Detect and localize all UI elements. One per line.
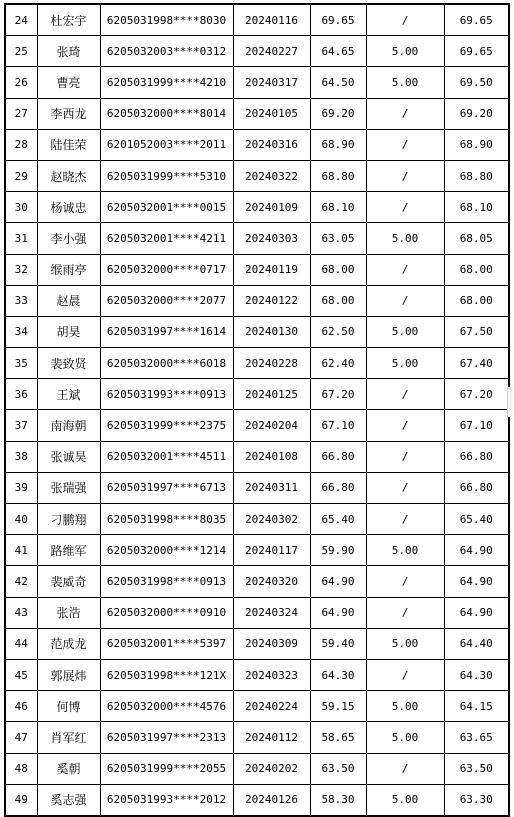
cell-date: 20240320 — [233, 566, 310, 597]
cell-bonus: 5.00 — [366, 535, 444, 566]
cell-bonus: / — [366, 659, 444, 690]
cell-date: 20240108 — [233, 441, 310, 472]
table-row — [5, 129, 509, 160]
cell-id-number: 6205032000****0910 — [100, 597, 233, 628]
cell-total: 68.05 — [444, 223, 509, 254]
cell-rank: 30 — [5, 192, 37, 223]
cell-total: 64.40 — [444, 628, 509, 659]
cell-name: 郭展炜 — [37, 659, 100, 690]
score-table — [4, 3, 510, 817]
cell-date: 20240316 — [233, 129, 310, 160]
cell-date: 20240116 — [233, 4, 310, 36]
cell-bonus: 5.00 — [366, 784, 444, 816]
cell-total: 67.50 — [444, 316, 509, 347]
cell-total: 68.90 — [444, 129, 509, 160]
cell-bonus: / — [366, 129, 444, 160]
cell-bonus: / — [366, 410, 444, 441]
table-row — [5, 691, 509, 722]
cell-total: 67.20 — [444, 379, 509, 410]
cell-rank: 44 — [5, 628, 37, 659]
cell-score: 64.90 — [310, 597, 366, 628]
cell-bonus: / — [366, 4, 444, 36]
scrollbar-fragment[interactable] — [507, 387, 513, 417]
cell-score: 62.40 — [310, 348, 366, 379]
cell-name: 杨诚忠 — [37, 192, 100, 223]
table-row — [5, 67, 509, 98]
cell-score: 64.30 — [310, 659, 366, 690]
cell-total: 65.40 — [444, 504, 509, 535]
cell-name: 奚朝 — [37, 753, 100, 784]
cell-date: 20240125 — [233, 379, 310, 410]
cell-id-number: 6205031993****0913 — [100, 379, 233, 410]
cell-id-number: 6205032000****4576 — [100, 691, 233, 722]
cell-rank: 27 — [5, 98, 37, 129]
cell-bonus: 5.00 — [366, 348, 444, 379]
cell-date: 20240323 — [233, 659, 310, 690]
cell-bonus: / — [366, 566, 444, 597]
cell-name: 张瑞强 — [37, 472, 100, 503]
cell-name: 胡昊 — [37, 316, 100, 347]
cell-bonus: 5.00 — [366, 36, 444, 67]
table-row — [5, 192, 509, 223]
table-row — [5, 316, 509, 347]
cell-rank: 26 — [5, 67, 37, 98]
cell-total: 67.40 — [444, 348, 509, 379]
cell-bonus: / — [366, 285, 444, 316]
cell-total: 64.15 — [444, 691, 509, 722]
cell-id-number: 6205032000****0717 — [100, 254, 233, 285]
cell-score: 65.40 — [310, 504, 366, 535]
cell-bonus: / — [366, 441, 444, 472]
cell-name: 裴致贤 — [37, 348, 100, 379]
table-row — [5, 223, 509, 254]
table-row — [5, 535, 509, 566]
cell-score: 68.10 — [310, 192, 366, 223]
cell-date: 20240309 — [233, 628, 310, 659]
table-row — [5, 98, 509, 129]
cell-name: 何博 — [37, 691, 100, 722]
table-row — [5, 784, 509, 816]
score-sheet — [4, 3, 510, 817]
cell-score: 69.20 — [310, 98, 366, 129]
table-row — [5, 160, 509, 191]
cell-id-number: 6205032001****0015 — [100, 192, 233, 223]
cell-name: 李小强 — [37, 223, 100, 254]
cell-rank: 32 — [5, 254, 37, 285]
cell-bonus: / — [366, 254, 444, 285]
cell-total: 63.30 — [444, 784, 509, 816]
table-row — [5, 441, 509, 472]
cell-rank: 43 — [5, 597, 37, 628]
cell-rank: 46 — [5, 691, 37, 722]
table-row — [5, 722, 509, 753]
cell-name: 刁鹏翔 — [37, 504, 100, 535]
cell-score: 66.80 — [310, 472, 366, 503]
cell-score: 69.65 — [310, 4, 366, 36]
table-row — [5, 566, 509, 597]
table-row — [5, 628, 509, 659]
table-row — [5, 597, 509, 628]
cell-bonus: 5.00 — [366, 722, 444, 753]
cell-bonus: / — [366, 753, 444, 784]
cell-total: 66.80 — [444, 441, 509, 472]
cell-total: 66.80 — [444, 472, 509, 503]
cell-total: 68.00 — [444, 285, 509, 316]
cell-rank: 35 — [5, 348, 37, 379]
cell-bonus: 5.00 — [366, 691, 444, 722]
table-row — [5, 379, 509, 410]
cell-name: 裴威奇 — [37, 566, 100, 597]
cell-score: 63.50 — [310, 753, 366, 784]
cell-total: 63.50 — [444, 753, 509, 784]
table-row — [5, 659, 509, 690]
cell-id-number: 6205032001****4211 — [100, 223, 233, 254]
cell-id-number: 6205031993****2012 — [100, 784, 233, 816]
cell-id-number: 6205032003****0312 — [100, 36, 233, 67]
cell-date: 20240130 — [233, 316, 310, 347]
table-row — [5, 753, 509, 784]
cell-rank: 37 — [5, 410, 37, 441]
cell-bonus: 5.00 — [366, 316, 444, 347]
cell-name: 曹亮 — [37, 67, 100, 98]
cell-rank: 49 — [5, 784, 37, 816]
cell-bonus: / — [366, 379, 444, 410]
cell-name: 张浩 — [37, 597, 100, 628]
cell-score: 67.20 — [310, 379, 366, 410]
cell-rank: 31 — [5, 223, 37, 254]
cell-rank: 34 — [5, 316, 37, 347]
cell-rank: 40 — [5, 504, 37, 535]
cell-date: 20240224 — [233, 691, 310, 722]
cell-date: 20240322 — [233, 160, 310, 191]
cell-name: 张诚昊 — [37, 441, 100, 472]
table-row — [5, 472, 509, 503]
cell-name: 王斌 — [37, 379, 100, 410]
cell-date: 20240303 — [233, 223, 310, 254]
cell-name: 路维军 — [37, 535, 100, 566]
cell-bonus: / — [366, 192, 444, 223]
cell-id-number: 6205031999****5310 — [100, 160, 233, 191]
cell-date: 20240228 — [233, 348, 310, 379]
cell-date: 20240204 — [233, 410, 310, 441]
cell-score: 59.15 — [310, 691, 366, 722]
cell-total: 64.30 — [444, 659, 509, 690]
cell-name: 奚志强 — [37, 784, 100, 816]
cell-total: 64.90 — [444, 535, 509, 566]
cell-date: 20240105 — [233, 98, 310, 129]
cell-total: 63.65 — [444, 722, 509, 753]
cell-date: 20240112 — [233, 722, 310, 753]
table-row — [5, 504, 509, 535]
cell-bonus: / — [366, 98, 444, 129]
cell-total: 68.10 — [444, 192, 509, 223]
cell-score: 64.65 — [310, 36, 366, 67]
cell-rank: 24 — [5, 4, 37, 36]
cell-rank: 28 — [5, 129, 37, 160]
cell-total: 69.20 — [444, 98, 509, 129]
cell-date: 20240122 — [233, 285, 310, 316]
cell-bonus: / — [366, 504, 444, 535]
cell-name: 赵晓杰 — [37, 160, 100, 191]
cell-id-number: 6205031999****2055 — [100, 753, 233, 784]
cell-rank: 41 — [5, 535, 37, 566]
cell-id-number: 6205032001****4511 — [100, 441, 233, 472]
cell-id-number: 6205031998****8030 — [100, 4, 233, 36]
cell-rank: 38 — [5, 441, 37, 472]
cell-name: 范成龙 — [37, 628, 100, 659]
table-row — [5, 410, 509, 441]
cell-score: 63.05 — [310, 223, 366, 254]
cell-id-number: 6205031998****8035 — [100, 504, 233, 535]
cell-id-number: 6205031998****121X — [100, 659, 233, 690]
table-row — [5, 285, 509, 316]
cell-rank: 29 — [5, 160, 37, 191]
cell-id-number: 6205032000****8014 — [100, 98, 233, 129]
cell-rank: 48 — [5, 753, 37, 784]
table-row — [5, 348, 509, 379]
cell-total: 64.90 — [444, 597, 509, 628]
cell-id-number: 6205031998****0913 — [100, 566, 233, 597]
cell-id-number: 6205031999****4210 — [100, 67, 233, 98]
cell-name: 陆佳荣 — [37, 129, 100, 160]
cell-score: 68.90 — [310, 129, 366, 160]
cell-id-number: 6205032000****1214 — [100, 535, 233, 566]
cell-bonus: / — [366, 472, 444, 503]
cell-rank: 25 — [5, 36, 37, 67]
cell-id-number: 6205031997****1614 — [100, 316, 233, 347]
cell-score: 68.00 — [310, 285, 366, 316]
cell-date: 20240324 — [233, 597, 310, 628]
cell-name: 南海朝 — [37, 410, 100, 441]
cell-score: 58.30 — [310, 784, 366, 816]
cell-total: 69.65 — [444, 4, 509, 36]
cell-score: 64.90 — [310, 566, 366, 597]
cell-score: 67.10 — [310, 410, 366, 441]
cell-score: 62.50 — [310, 316, 366, 347]
cell-id-number: 6205032000****6018 — [100, 348, 233, 379]
cell-date: 20240302 — [233, 504, 310, 535]
cell-score: 58.65 — [310, 722, 366, 753]
cell-date: 20240311 — [233, 472, 310, 503]
cell-rank: 47 — [5, 722, 37, 753]
cell-id-number: 6201052003****2011 — [100, 129, 233, 160]
cell-id-number: 6205031999****2375 — [100, 410, 233, 441]
cell-rank: 39 — [5, 472, 37, 503]
cell-total: 68.80 — [444, 160, 509, 191]
table-row — [5, 4, 509, 36]
cell-total: 69.65 — [444, 36, 509, 67]
cell-bonus: 5.00 — [366, 628, 444, 659]
cell-score: 59.90 — [310, 535, 366, 566]
cell-name: 李西龙 — [37, 98, 100, 129]
cell-score: 68.00 — [310, 254, 366, 285]
cell-name: 肖军红 — [37, 722, 100, 753]
cell-name: 张琦 — [37, 36, 100, 67]
table-body — [5, 4, 509, 816]
cell-name: 赵晨 — [37, 285, 100, 316]
cell-bonus: / — [366, 160, 444, 191]
cell-total: 69.50 — [444, 67, 509, 98]
cell-score: 66.80 — [310, 441, 366, 472]
cell-score: 59.40 — [310, 628, 366, 659]
cell-id-number: 6205031997****2313 — [100, 722, 233, 753]
cell-total: 67.10 — [444, 410, 509, 441]
cell-total: 68.00 — [444, 254, 509, 285]
cell-rank: 45 — [5, 659, 37, 690]
cell-date: 20240119 — [233, 254, 310, 285]
cell-score: 64.50 — [310, 67, 366, 98]
cell-date: 20240202 — [233, 753, 310, 784]
cell-rank: 42 — [5, 566, 37, 597]
cell-date: 20240227 — [233, 36, 310, 67]
cell-date: 20240109 — [233, 192, 310, 223]
cell-date: 20240317 — [233, 67, 310, 98]
table-row — [5, 254, 509, 285]
cell-total: 64.90 — [444, 566, 509, 597]
cell-date: 20240117 — [233, 535, 310, 566]
cell-bonus: 5.00 — [366, 67, 444, 98]
cell-id-number: 6205032000****2077 — [100, 285, 233, 316]
cell-name: 杜宏宇 — [37, 4, 100, 36]
cell-rank: 33 — [5, 285, 37, 316]
cell-bonus: / — [366, 597, 444, 628]
cell-rank: 36 — [5, 379, 37, 410]
cell-id-number: 6205031997****6713 — [100, 472, 233, 503]
table-row — [5, 36, 509, 67]
cell-date: 20240126 — [233, 784, 310, 816]
cell-name: 缑雨亭 — [37, 254, 100, 285]
cell-bonus: 5.00 — [366, 223, 444, 254]
cell-id-number: 6205032001****5397 — [100, 628, 233, 659]
cell-score: 68.80 — [310, 160, 366, 191]
